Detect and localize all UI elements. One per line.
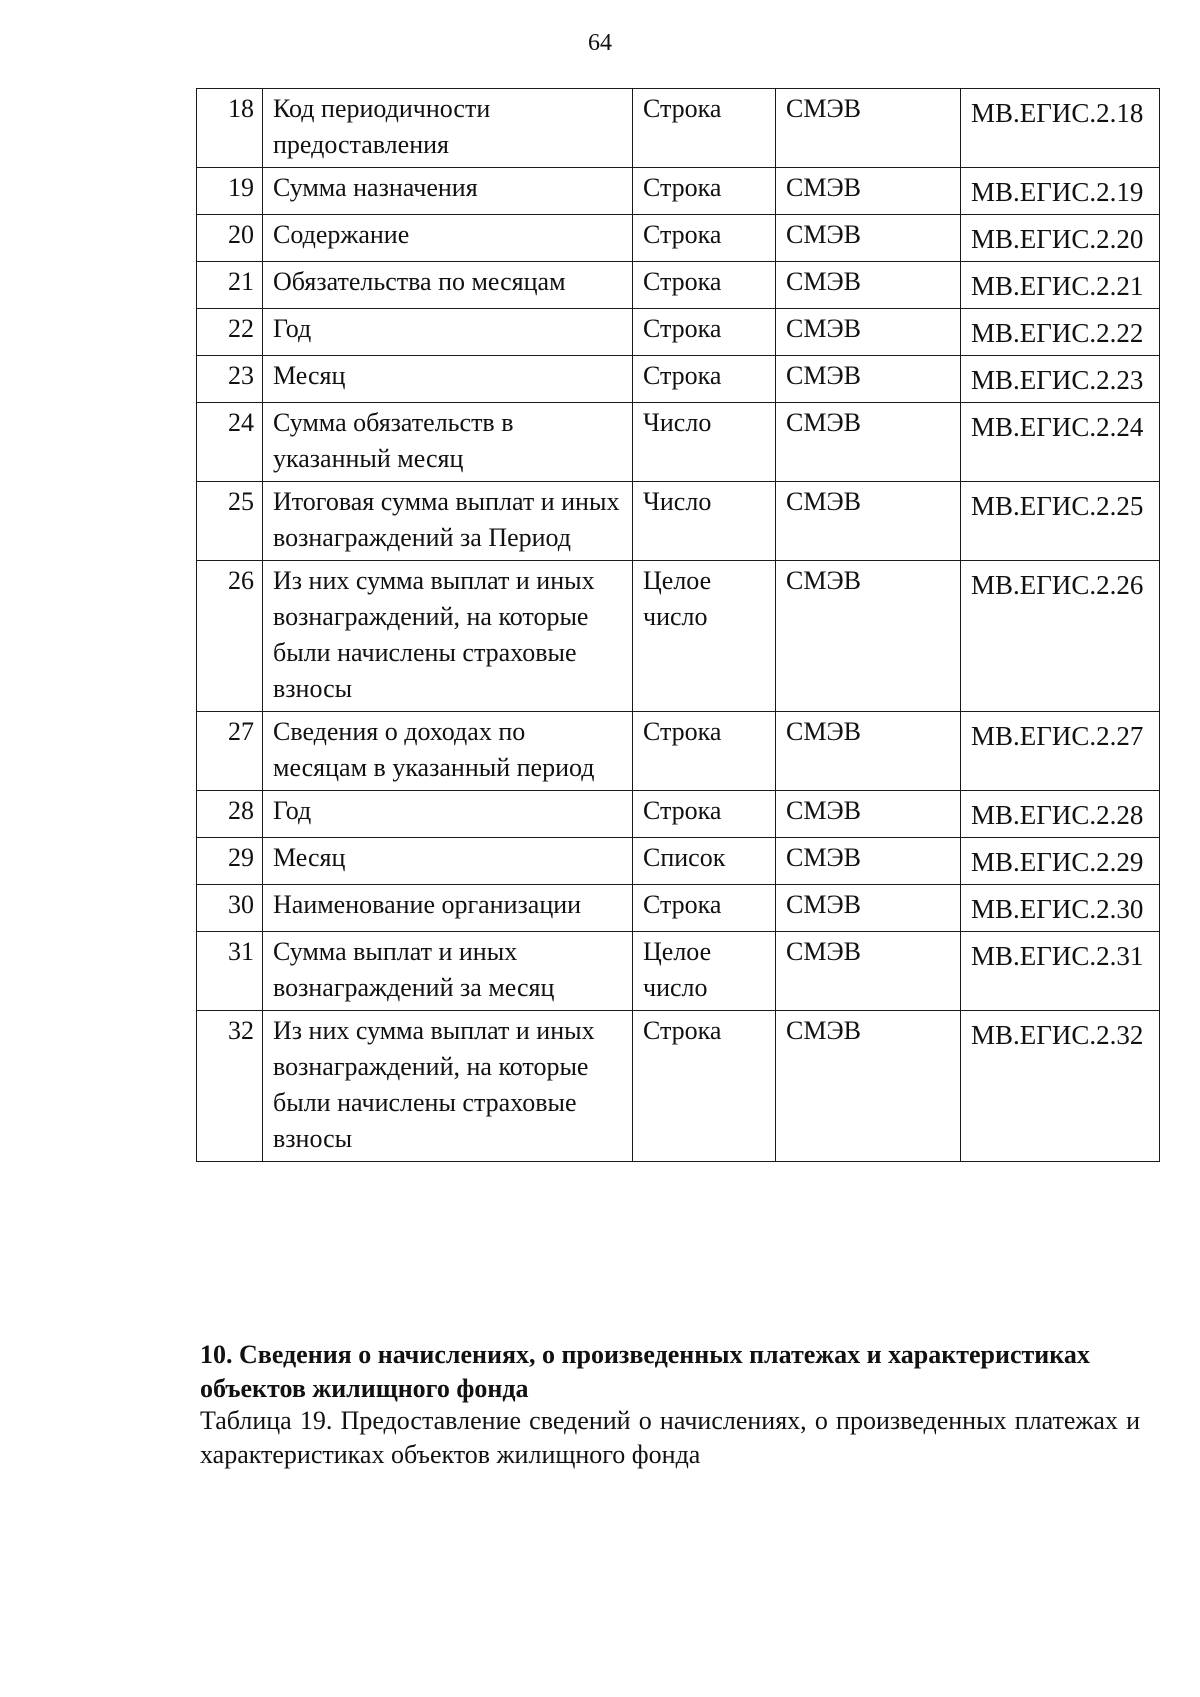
field-source: СМЭВ — [776, 403, 961, 482]
table-row — [197, 89, 1160, 168]
field-source: СМЭВ — [776, 482, 961, 561]
table-row — [197, 1011, 1160, 1162]
field-type: Строка — [633, 309, 776, 356]
field-source: СМЭВ — [776, 561, 961, 712]
field-type: Целое число — [633, 932, 776, 1011]
table-row — [197, 885, 1160, 932]
row-number: 29 — [197, 838, 263, 885]
field-source: СМЭВ — [776, 791, 961, 838]
row-number: 22 — [197, 309, 263, 356]
row-number: 20 — [197, 215, 263, 262]
section-heading: 10. Сведения о начислениях, о произведенных платежах и характеристиках объектов жилищного фонда — [200, 1340, 1090, 1403]
field-type: Строка — [633, 791, 776, 838]
row-number: 30 — [197, 885, 263, 932]
field-name: Сведения о доходах по месяцам в указанный период — [263, 712, 633, 791]
field-source: СМЭВ — [776, 168, 961, 215]
field-name: Из них сумма выплат и иных вознаграждений, на которые были начислены страховые взносы — [263, 561, 633, 712]
field-code: МВ.ЕГИС.2.25 — [961, 482, 1160, 561]
table-row — [197, 838, 1160, 885]
table-row — [197, 168, 1160, 215]
field-name: Месяц — [263, 356, 633, 403]
table-row — [197, 215, 1160, 262]
row-number: 24 — [197, 403, 263, 482]
field-type: Строка — [633, 1011, 776, 1162]
field-source: СМЭВ — [776, 309, 961, 356]
table-caption: Таблица 19. Предоставление сведений о начислениях, о произведенных платежах и характеристиках объектов жилищного фонда — [200, 1406, 1140, 1469]
field-type: Строка — [633, 262, 776, 309]
row-number: 23 — [197, 356, 263, 403]
field-source: СМЭВ — [776, 712, 961, 791]
field-source: СМЭВ — [776, 838, 961, 885]
table-row — [197, 791, 1160, 838]
table-row — [197, 309, 1160, 356]
field-code: МВ.ЕГИС.2.29 — [961, 838, 1160, 885]
row-number: 21 — [197, 262, 263, 309]
field-code: МВ.ЕГИС.2.31 — [961, 932, 1160, 1011]
field-type: Целое число — [633, 561, 776, 712]
row-number: 26 — [197, 561, 263, 712]
field-code: МВ.ЕГИС.2.19 — [961, 168, 1160, 215]
field-type: Число — [633, 403, 776, 482]
field-code: МВ.ЕГИС.2.32 — [961, 1011, 1160, 1162]
table-body — [197, 89, 1160, 1162]
field-type: Число — [633, 482, 776, 561]
field-name: Итоговая сумма выплат и иных вознаграждений за Период — [263, 482, 633, 561]
field-name: Наименование организации — [263, 885, 633, 932]
row-number: 18 — [197, 89, 263, 168]
field-source: СМЭВ — [776, 89, 961, 168]
field-code: МВ.ЕГИС.2.30 — [961, 885, 1160, 932]
field-code: МВ.ЕГИС.2.27 — [961, 712, 1160, 791]
field-code: МВ.ЕГИС.2.28 — [961, 791, 1160, 838]
field-type: Строка — [633, 168, 776, 215]
field-name: Код периодичности предоставления — [263, 89, 633, 168]
row-number: 27 — [197, 712, 263, 791]
field-name: Сумма назначения — [263, 168, 633, 215]
field-type: Строка — [633, 356, 776, 403]
row-number: 19 — [197, 168, 263, 215]
table-row — [197, 932, 1160, 1011]
field-name: Содержание — [263, 215, 633, 262]
page-number: 64 — [588, 30, 612, 56]
table-row — [197, 403, 1160, 482]
field-type: Строка — [633, 712, 776, 791]
row-number: 31 — [197, 932, 263, 1011]
field-code: МВ.ЕГИС.2.22 — [961, 309, 1160, 356]
field-code: МВ.ЕГИС.2.18 — [961, 89, 1160, 168]
field-name: Сумма выплат и иных вознаграждений за месяц — [263, 932, 633, 1011]
row-number: 25 — [197, 482, 263, 561]
field-type: Строка — [633, 215, 776, 262]
row-number: 28 — [197, 791, 263, 838]
field-source: СМЭВ — [776, 885, 961, 932]
field-source: СМЭВ — [776, 932, 961, 1011]
table-row — [197, 712, 1160, 791]
table-row — [197, 561, 1160, 712]
field-code: МВ.ЕГИС.2.23 — [961, 356, 1160, 403]
field-type: Строка — [633, 885, 776, 932]
row-number: 32 — [197, 1011, 263, 1162]
field-name: Год — [263, 791, 633, 838]
field-code: МВ.ЕГИС.2.26 — [961, 561, 1160, 712]
field-name: Из них сумма выплат и иных вознаграждений, на которые были начислены страховые взносы — [263, 1011, 633, 1162]
field-name: Сумма обязательств в указанный месяц — [263, 403, 633, 482]
field-code: МВ.ЕГИС.2.20 — [961, 215, 1160, 262]
fields-table — [196, 88, 1160, 1162]
field-name: Обязательства по месяцам — [263, 262, 633, 309]
field-source: СМЭВ — [776, 1011, 961, 1162]
field-name: Год — [263, 309, 633, 356]
table-row — [197, 356, 1160, 403]
field-name: Месяц — [263, 838, 633, 885]
field-code: МВ.ЕГИС.2.24 — [961, 403, 1160, 482]
table-row — [197, 262, 1160, 309]
field-type: Список — [633, 838, 776, 885]
field-type: Строка — [633, 89, 776, 168]
field-source: СМЭВ — [776, 262, 961, 309]
field-code: МВ.ЕГИС.2.21 — [961, 262, 1160, 309]
field-source: СМЭВ — [776, 215, 961, 262]
field-source: СМЭВ — [776, 356, 961, 403]
table-row — [197, 482, 1160, 561]
